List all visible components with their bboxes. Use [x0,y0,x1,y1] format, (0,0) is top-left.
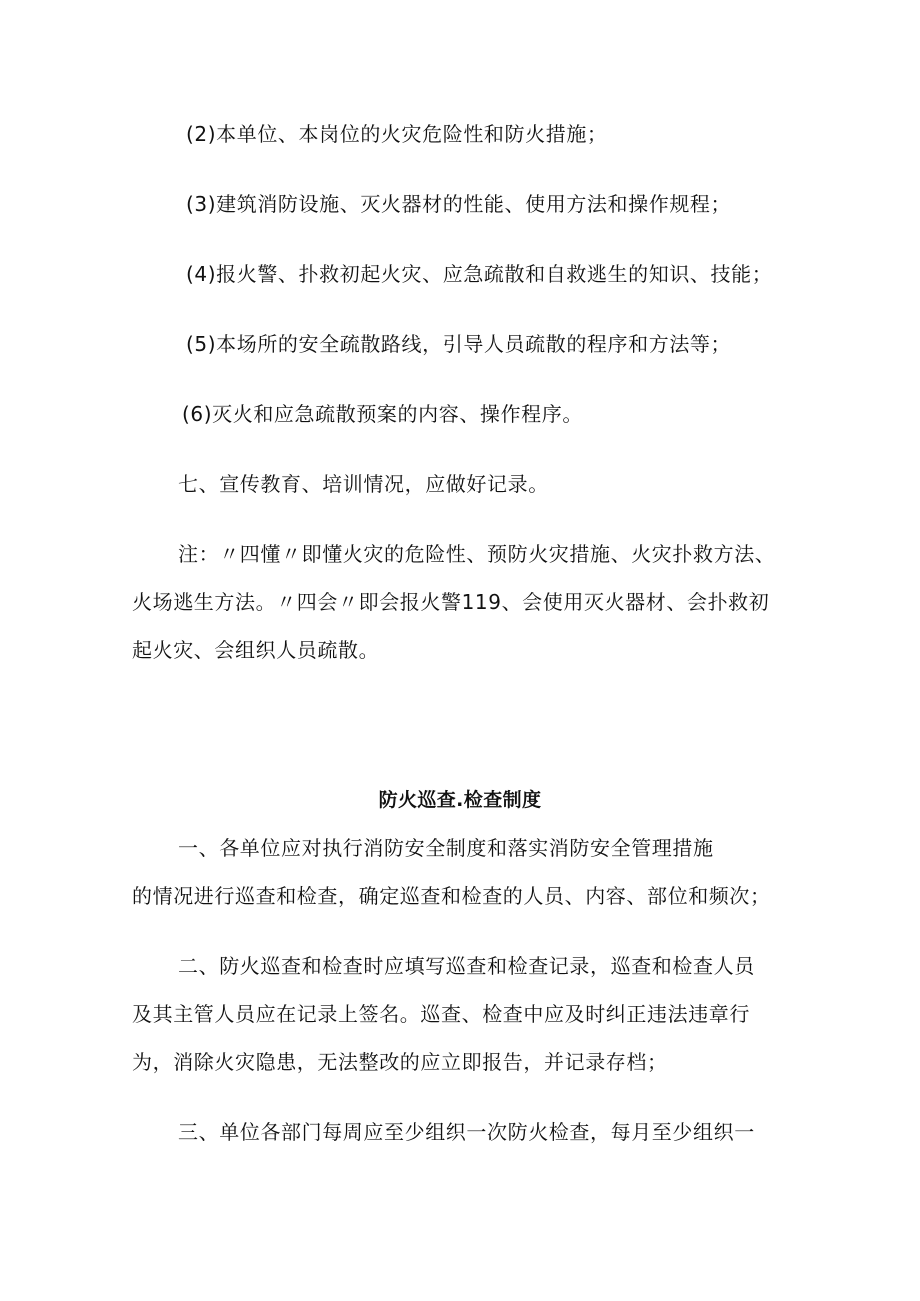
list-item-5: (5)本场所的安全疏散路线，引导人员疏散的程序和方法等； [186,332,732,356]
list-item-3: (3)建筑消防设施、灭火器材的性能、使用方法和操作规程； [186,192,732,216]
para-one-line-2: 的情况进行巡查和检查，确定巡查和检查的人员、内容、部位和频次； [132,884,771,908]
list-item-2: (2)本单位、本岗位的火灾危险性和防火措施； [186,122,608,146]
list-item-4: (4)报火警、扑救初起火灾、应急疏散和自救逃生的知识、技能； [186,262,773,286]
para-two-line-1: 二、防火巡查和检查时应填写巡查和检查记录，巡查和检查人员 [178,954,755,978]
para-one-line-1: 一、各单位应对执行消防安全制度和落实消防安全管理措施 [178,836,714,860]
note-line-2: 火场逃生方法。〃四会〃即会报火警119、会使用灭火器材、会扑救初 [132,590,770,614]
note-line-1: 注：〃四懂〃即懂火灾的危险性、预防火灾措施、火灾扑救方法、 [178,542,776,566]
section-title: 防火巡查.检查制度 [378,789,542,811]
section-seven: 七、宣传教育、培训情况，应做好记录。 [178,472,549,496]
list-item-6: (6)灭火和应急疏散预案的内容、操作程序。 [182,402,583,426]
note-line-3: 起火灾、会组织人员疏散。 [132,638,380,662]
para-two-line-2: 及其主管人员应在记录上签名。巡查、检查中应及时纠正违法违章行 [132,1002,750,1026]
para-three-line-1: 三、单位各部门每周应至少组织一次防火检查，每月至少组织一 [178,1120,755,1144]
para-two-line-3: 为，消除火灾隐患，无法整改的应立即报告，并记录存档； [132,1050,668,1074]
